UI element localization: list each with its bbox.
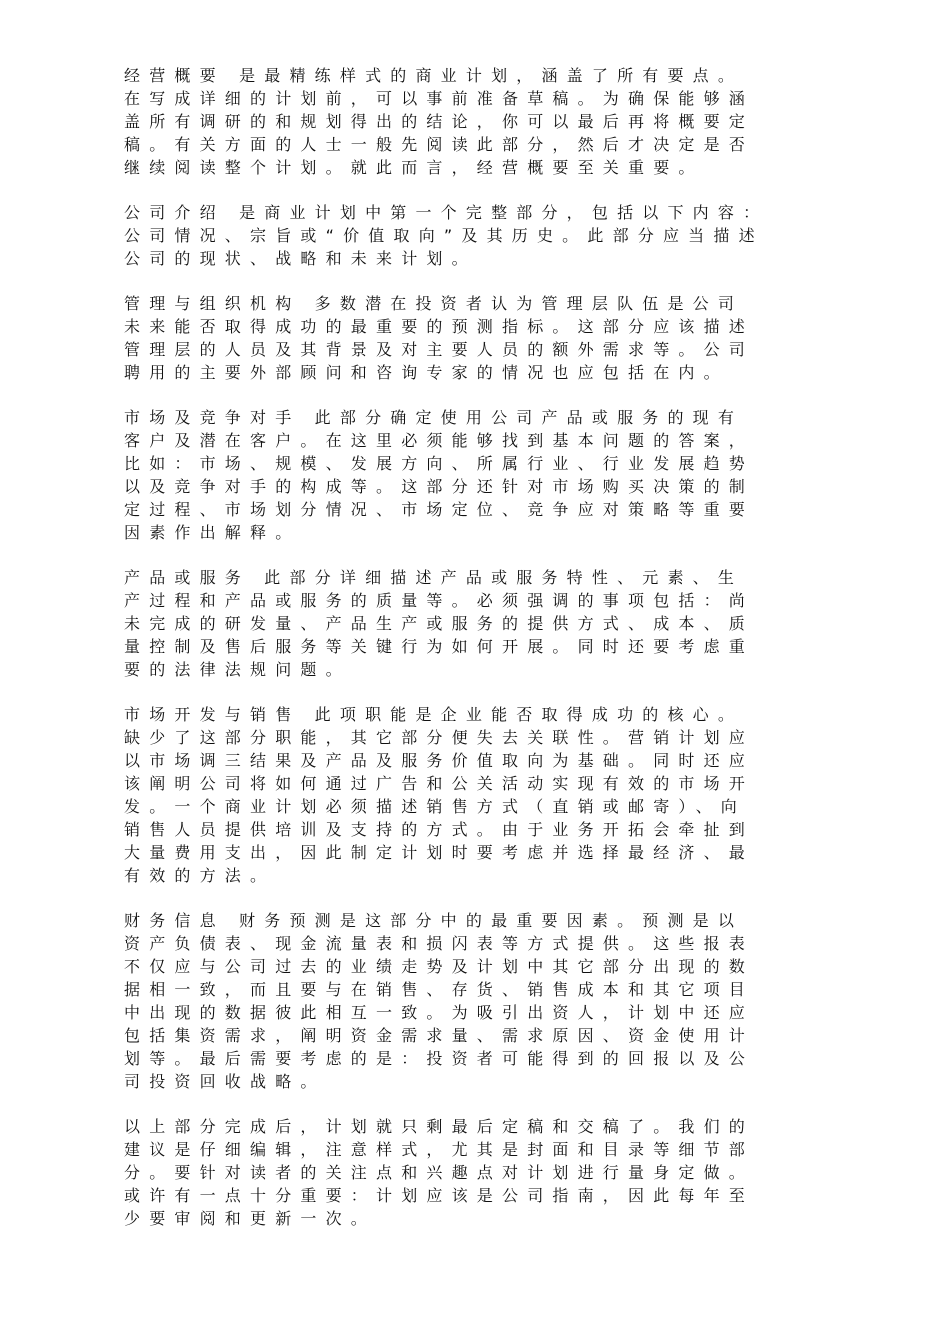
text-line: 产品或服务 此部分详细描述产品或服务特性、元素、生 [124, 568, 744, 587]
text-line: 有效的方法。 [124, 866, 276, 885]
text-line: 销售人员提供培训及支持的方式。由于业务开拓会牵扯到 [124, 820, 755, 839]
text-line: 管理层的人员及其背景及对主要人员的额外需求等。公司 [124, 340, 755, 359]
text-line: 未完成的研发量、产品生产或服务的提供方式、成本、质 [124, 614, 755, 633]
text-line: 客户及潜在客户。在这里必须能够找到基本问题的答案， [124, 431, 755, 450]
text-line: 公司的现状、战略和未来计划。 [124, 249, 477, 268]
section-financial-info [124, 909, 884, 1093]
section-products-services [124, 566, 884, 681]
text-line: 产过程和产品或服务的质量等。必须强调的事项包括：尚 [124, 591, 755, 610]
text-line: 经营概要 是最精练样式的商业计划，涵盖了所有要点。 [124, 66, 744, 85]
text-line: 或许有一点十分重要：计划应该是公司指南，因此每年至 [124, 1186, 755, 1205]
text-line: 以上部分完成后，计划就只剩最后定稿和交稿了。我们的 [124, 1117, 755, 1136]
section-executive-summary [124, 64, 884, 179]
text-line: 市场开发与销售 此项职能是企业能否取得成功的核心。 [124, 705, 744, 724]
text-line: 要的法律法规问题。 [124, 660, 351, 679]
text-line: 财务信息 财务预测是这部分中的最重要因素。预测是以 [124, 911, 744, 930]
text-line: 聘用的主要外部顾问和咨询专家的情况也应包括在内。 [124, 363, 729, 382]
text-line: 公司情况、宗旨或“价值取向”及其历史。此部分应当描述 [124, 226, 764, 245]
section-management [124, 292, 884, 384]
text-line: 盖所有调研的和规划得出的结论，你可以最后再将概要定 [124, 112, 755, 131]
text-line: 不仅应与公司过去的业绩走势及计划中其它部分出现的数 [124, 957, 755, 976]
text-line: 比如：市场、规模、发展方向、所属行业、行业发展趋势 [124, 454, 755, 473]
text-line: 该阐明公司将如何通过广告和公关活动实现有效的市场开 [124, 774, 755, 793]
section-conclusion [124, 1115, 884, 1230]
text-line: 少要审阅和更新一次。 [124, 1209, 377, 1228]
text-line: 定过程、市场划分情况、市场定位、竞争应对策略等重要 [124, 500, 755, 519]
text-line: 发。一个商业计划必须描述销售方式（直销或邮寄）、向 [124, 797, 747, 816]
text-line: 以及竞争对手的构成等。这部分还针对市场购买决策的制 [124, 477, 755, 496]
text-line: 据相一致，而且要与在销售、存货、销售成本和其它项目 [124, 980, 755, 999]
text-line: 司投资回收战略。 [124, 1072, 326, 1091]
text-line: 市场及竞争对手 此部分确定使用公司产品或服务的现有 [124, 408, 744, 427]
text-line: 大量费用支出，因此制定计划时要考虑并选择最经济、最 [124, 843, 755, 862]
text-line: 分。要针对读者的关注点和兴趣点对计划进行量身定做。 [124, 1163, 755, 1182]
section-marketing-sales [124, 703, 884, 887]
text-line: 公司介绍 是商业计划中第一个完整部分，包括以下内容： [124, 203, 769, 222]
text-line: 中出现的数据彼此相互一致。为吸引出资人，计划中还应 [124, 1003, 755, 1022]
document-page [124, 64, 884, 1252]
text-line: 以市场调三结果及产品及服务价值取向为基础。同时还应 [124, 751, 755, 770]
text-line: 划等。最后需要考虑的是：投资者可能得到的回报以及公 [124, 1049, 755, 1068]
text-line: 建议是仔细编辑，注意样式，尤其是封面和目录等细节部 [124, 1140, 755, 1159]
text-line: 包括集资需求，阐明资金需求量、需求原因、资金使用计 [124, 1026, 755, 1045]
text-line: 在写成详细的计划前，可以事前准备草稿。为确保能够涵 [124, 89, 755, 108]
section-market-competition [124, 406, 884, 544]
text-line: 稿。有关方面的人士一般先阅读此部分，然后才决定是否 [124, 135, 755, 154]
text-line: 因素作出解释。 [124, 523, 301, 542]
text-line: 缺少了这部分职能，其它部分便失去关联性。营销计划应 [124, 728, 755, 747]
text-line: 管理与组织机构 多数潜在投资者认为管理层队伍是公司 [124, 294, 744, 313]
section-company-intro [124, 201, 884, 270]
text-line: 未来能否取得成功的最重要的预测指标。这部分应该描述 [124, 317, 755, 336]
text-line: 继续阅读整个计划。就此而言，经营概要至关重要。 [124, 158, 704, 177]
text-line: 量控制及售后服务等关键行为如何开展。同时还要考虑重 [124, 637, 755, 656]
text-line: 资产负债表、现金流量表和损闪表等方式提供。这些报表 [124, 934, 755, 953]
